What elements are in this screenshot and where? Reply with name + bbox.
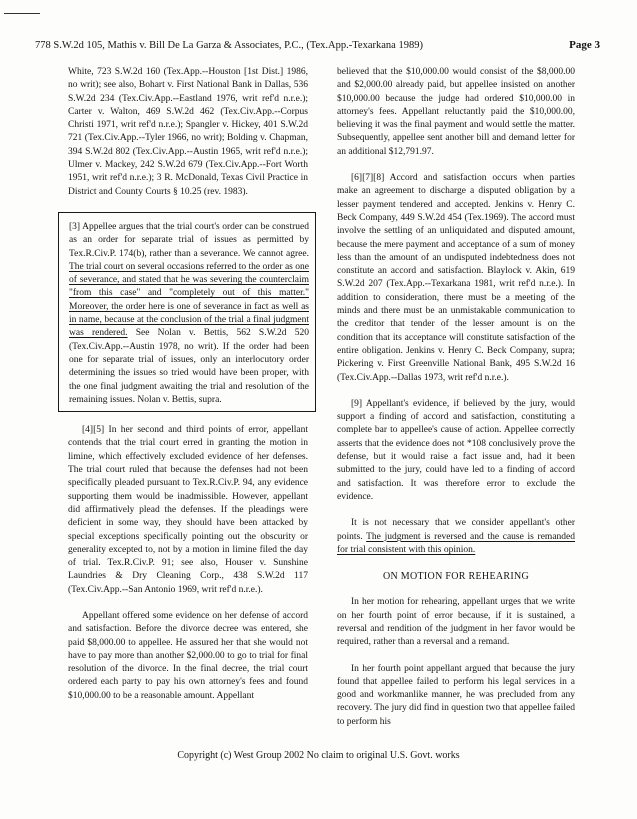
continuation-paragraph: believed that the $10,000.00 would consist of the $8,000.00 and $2,000.00 already paid, but appellee insisted on another $10,000.00 because the judge had ordered $10,000.00 in attorney's fees. Appellant reluctantly paid the $10,000.00, believing it was the final payment and would settle the matter. Subsequently, appellee sent another bill and demand letter for an additional $12,791.97.	[337, 67, 575, 157]
scan-mark	[4, 13, 40, 14]
page-header	[35, 39, 600, 52]
section-heading: ON MOTION FOR REHEARING	[382, 571, 530, 583]
copyright-footer: Copyright (c) West Group 2002 No claim to original U.S. Govt. works	[177, 750, 460, 761]
points-of-error-paragraph: [4][5] In her second and third points of error, appellant contends that the trial court erred in granting the motion in limine, which effectively excluded evidence of her defenses. The trial court ruled that because the defenses had not been specifically pleaded pursuant to Tex.R.Civ.P. 94, any evidence supporting them would be inadmissible. However, appellant did affirmatively plead the defenses. If the pleadings were deficient in some way, they should have been attacked by special exceptions specifically pointing out the obscurity or generality excepted to, not by a motion in limine filed the day of trial. Tex.R.Civ.P. 91; see also, Houser v. Sunshine Laundries & Dry Cleaning Corp., 438 S.W.2d 117 (Tex.Civ.App.--San Antonio 1969, writ ref'd n.r.e.).	[68, 425, 308, 595]
citation-list-paragraph: White, 723 S.W.2d 160 (Tex.App.--Houston [1st Dist.] 1986, no writ); see also, Bohart v. First National Bank in Dallas, 536 S.W.2d 234 (Tex.Civ.App.--Eastland 1976, writ ref'd n.r.e.); Carter v. Walton, 469 S.W.2d 462 (Tex.Civ.App.--Corpus Christi 1971, writ ref'd n.r.e.); Spangler v. Hickey, 401 S.W.2d 721 (Tex.Civ.App.--Tyler 1966, no writ); Bolding v. Chapman, 394 S.W.2d 802 (Tex.Civ.App.--Austin 1965, writ ref'd n.r.e.); Ulmer v. Mackey, 242 S.W.2d 679 (Tex.Civ.App.--Fort Worth 1951, writ ref'd n.r.e.); 3 R. McDonald, Texas Civil Practice in District and County Courts § 10.25 (rev. 1983).	[68, 67, 308, 197]
rehearing-paragraph: In her motion for rehearing, appellant urges that we write on her fourth point of error because, if it is sustained, a reversal and rendition of the judgment in her favor would be required, rather than a reversal and a remand.	[337, 597, 575, 648]
page-number: Page 3	[569, 39, 600, 51]
severance-text-end: See Nolan v. Bettis, 562 S.W.2d 520 (Tex.Civ.App.--Austin 1978, no writ). If the order had been one for separate trial of issues, only an interlocutory order determining the issues so tried would have been proper, with the one final judgment awaiting the trial and resolution of the remaining issues. Nolan v. Bettis, supra.	[69, 328, 309, 405]
severance-paragraph	[69, 221, 309, 407]
highlighted-box	[58, 212, 316, 412]
right-column	[337, 66, 575, 742]
underlined-judgment-text: The judgment is reversed and the cause is remanded for trial consistent with this opinion.	[337, 531, 575, 555]
severance-text-start: [3] Appellee argues that the trial court's order can be construed as an order for separate trial of issues as permitted by Tex.R.Civ.P. 174(b), rather than a severance. We cannot agree.	[69, 221, 309, 259]
evidence-paragraph: Appellant offered some evidence on her defense of accord and satisfaction. Before the divorce decree was entered, she paid $8,000.00 to appellee. He assured her that she would not have to pay more than another $2,000.00 to go to trial for final resolution of the divorce. In the final decree, the trial court ordered each party to pay his own attorney's fees and found $10,000.00 to be a reasonable amount. Appellant	[68, 610, 308, 701]
jury-evidence-paragraph: [9] Appellant's evidence, if believed by the jury, would support a finding of accord and satisfaction, constituting a complete bar to appellee's cause of action. Appellee correctly asserts that the evidence does not *108 conclusively prove the defense, but it would raise a fact issue and, had it been submitted to the jury, could have led to a finding of accord and satisfaction. It was therefore error to exclude the evidence.	[337, 398, 575, 502]
fourth-point-paragraph: In her fourth point appellant argued that because the jury found that appellee failed to perform his legal services in a good and workmanlike manner, he was precluded from any recovery. The jury did find in question two that appellee failed to perform his	[337, 663, 575, 727]
conclusion-paragraph	[337, 517, 575, 557]
accord-satisfaction-paragraph: [6][7][8] Accord and satisfaction occurs when parties make an agreement to discharge a disputed obligation by a lesser payment tendered and accepted. Jenkins v. Henry C. Beck Company, 449 S.W.2d 454 (Tex.1969). The accord must involve the settling of an unliquidated and disputed amount, because the mere payment and acceptance of a sum of money less than the amount of an undisputed indebtedness does not constitute an accord and satisfaction. Blaylock v. Akin, 619 S.W.2d 207 (Tex.App.--Texarkana 1981, writ ref'd n.r.e.). In addition to consideration, there must be a meeting of the minds and there must be an unmistakable communication to the creditor that tender of the lesser amount is on the condition that its acceptance will constitute satisfaction of the entire obligation. Jenkins v. Henry C. Beck Company, supra; Pickering v. First Greenville National Bank, 495 S.W.2d 16 (Tex.Civ.App.--Dallas 1973, writ ref'd n.r.e.).	[337, 173, 575, 383]
underlined-severance-text: The trial court on several occasions referred to the order as one of severance, and stated that he was severing the counterclaim "from this case" and "completely out of this matter." Moreover, the order here is one of severance in fact as well as in name, because at the conclusion of the trial a final judgment was rendered.	[69, 261, 309, 339]
conclusion-text: It is not necessary that we consider appellant's other points.	[337, 518, 575, 542]
case-citation: 778 S.W.2d 105, Mathis v. Bill De La Garza & Associates, P.C., (Tex.App.-Texarkana 1989)	[35, 40, 423, 51]
left-column	[68, 66, 308, 716]
